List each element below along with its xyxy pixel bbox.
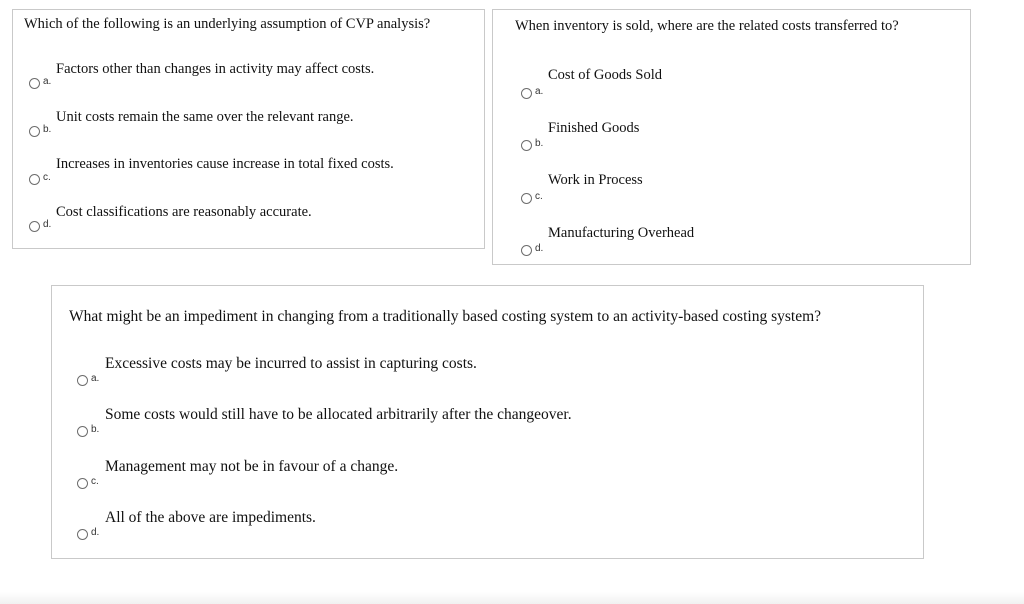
option-d-letter: d. xyxy=(535,243,544,254)
option-d-text: Manufacturing Overhead xyxy=(548,225,695,241)
option-d-letter: d. xyxy=(91,527,100,538)
question-text: When inventory is sold, where are the related costs transferred to? xyxy=(515,18,899,34)
option-a-text: Excessive costs may be incurred to assist in capturing costs. xyxy=(105,355,477,372)
option-a-letter: a. xyxy=(535,86,544,97)
option-c-letter: c. xyxy=(91,476,99,487)
option-a-text: Cost of Goods Sold xyxy=(548,67,663,83)
option-a-letter: a. xyxy=(91,373,100,384)
option-d-radio[interactable] xyxy=(29,221,40,232)
option-b-radio[interactable] xyxy=(521,140,532,151)
option-c-letter: c. xyxy=(535,191,543,202)
option-b-text: Unit costs remain the same over the relevant range. xyxy=(56,109,354,125)
option-a-radio[interactable] xyxy=(77,375,88,386)
option-c-text: Work in Process xyxy=(548,172,643,188)
option-d-radio[interactable] xyxy=(77,529,88,540)
option-b-letter: b. xyxy=(535,138,544,149)
option-a-text: Factors other than changes in activity may affect costs. xyxy=(56,61,375,77)
option-c-text: Management may not be in favour of a change. xyxy=(105,458,399,475)
option-a-radio[interactable] xyxy=(521,88,532,99)
option-b-letter: b. xyxy=(91,424,100,435)
question-text: Which of the following is an underlying assumption of CVP analysis? xyxy=(24,16,431,32)
question-inventory-sold xyxy=(492,9,971,265)
option-b-letter: b. xyxy=(43,124,52,135)
option-c-text: Increases in inventories cause increase in total fixed costs. xyxy=(56,156,394,172)
option-a-radio[interactable] xyxy=(29,78,40,89)
option-b-text: Some costs would still have to be allocated arbitrarily after the changeover. xyxy=(105,406,572,423)
option-d-radio[interactable] xyxy=(521,245,532,256)
question-abc-impediment xyxy=(51,285,924,559)
option-d-text: Cost classifications are reasonably accurate. xyxy=(56,204,312,220)
option-c-letter: c. xyxy=(43,172,51,183)
option-b-radio[interactable] xyxy=(29,126,40,137)
option-d-text: All of the above are impediments. xyxy=(105,509,316,526)
option-a-letter: a. xyxy=(43,76,52,87)
option-c-radio[interactable] xyxy=(77,478,88,489)
page-bottom-shade xyxy=(0,592,1024,604)
option-c-radio[interactable] xyxy=(521,193,532,204)
option-b-radio[interactable] xyxy=(77,426,88,437)
question-text: What might be an impediment in changing from a traditionally based costing system to an activity-based costing system? xyxy=(69,308,822,325)
option-c-radio[interactable] xyxy=(29,174,40,185)
question-cvp-assumption xyxy=(12,9,485,249)
option-d-letter: d. xyxy=(43,219,52,230)
option-b-text: Finished Goods xyxy=(548,120,640,136)
